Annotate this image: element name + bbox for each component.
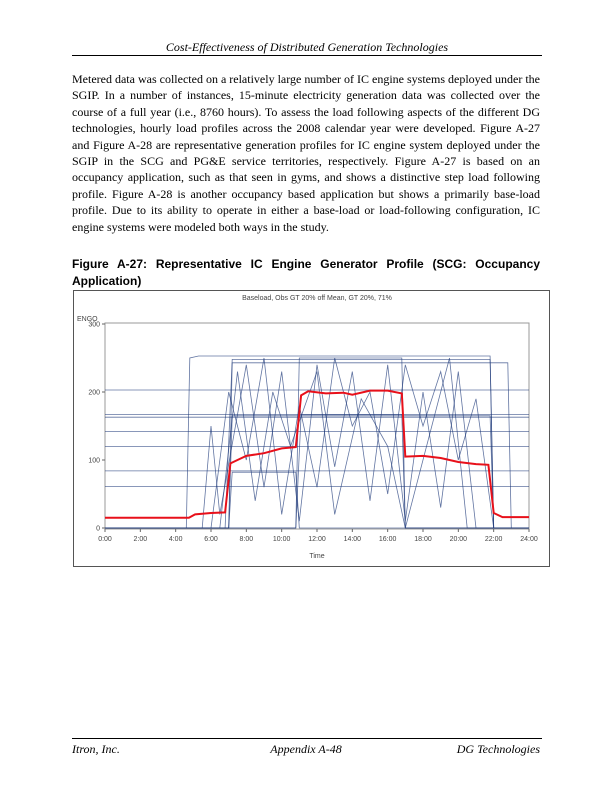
x-tick-label: 6:00 — [204, 536, 218, 543]
x-tick-label: 16:00 — [378, 536, 397, 543]
running-header: Cost-Effectiveness of Distributed Generation Technologies — [165, 40, 449, 54]
x-tick-label: 4:00 — [168, 536, 183, 543]
x-tick-label: 14:00 — [343, 536, 362, 543]
footer-center: Appendix A-48 — [270, 742, 342, 756]
x-tick-label: 22:00 — [484, 536, 503, 543]
x-tick-label: 10:00 — [272, 536, 291, 543]
x-tick-label: 20:00 — [449, 536, 468, 543]
x-tick-label: 2:00 — [133, 536, 148, 543]
observation-line — [105, 358, 529, 528]
y-tick-label: 0 — [96, 525, 100, 533]
x-tick-label: 0:00 — [98, 536, 112, 543]
observation-line — [105, 358, 529, 528]
header-rule — [72, 55, 542, 56]
body-paragraph: Metered data was collected on a relatively large number of IC engine systems deployed under the SGIP. In a number of instances, 15-minute electricity generation data was collected over the course of a full year (i.e., 8760 hours). To assess the load following aspects of the different DG technologies, hourly load profiles across the 2008 calendar year were developed. Figure A-27 and Figure A-28 are representative generation profiles for IC engine system deployed under the SGIP in the SCG and PG&E service territories, respectively. Figure A-27 is based on an occupancy application, such as that seen in gyms, and shows a distinctive step load following profile. Figure A-28 is another occupancy based application but shows a primarily base-load profile. Due to its ability to operate in either a base-load or load-following configuration, IC engine systems were modeled both ways in the study. — [72, 72, 540, 234]
x-tick-label: 24:00 — [520, 536, 538, 543]
y-axis-label: ENGO — [77, 316, 98, 323]
y-tick-label: 300 — [88, 321, 100, 329]
footer-right: DG Technologies — [456, 742, 540, 756]
y-tick-label: 100 — [88, 457, 100, 465]
chart-title: Baseload, Obs GT 20% off Mean, GT 20%, 71% — [242, 295, 392, 302]
figure-caption: Figure A-27: Representative IC Engine Generator Profile (SCG: Occupancy Application) — [72, 257, 540, 288]
observation-line — [105, 363, 529, 528]
chart — [74, 291, 549, 566]
figure-frame — [73, 290, 550, 567]
x-tick-label: 12:00 — [308, 536, 326, 543]
y-tick-label: 200 — [88, 389, 100, 397]
x-tick-label: 8:00 — [239, 536, 254, 543]
mean-line — [105, 391, 529, 518]
x-tick-label: 18:00 — [414, 536, 432, 543]
observation-line — [105, 472, 529, 528]
x-axis-label: Time — [309, 553, 325, 560]
observation-line — [105, 356, 529, 528]
observation-line — [105, 358, 529, 528]
plot-area — [105, 323, 529, 529]
footer-rule — [72, 738, 542, 739]
footer-left: Itron, Inc. — [72, 742, 120, 756]
observation-line — [105, 359, 529, 528]
